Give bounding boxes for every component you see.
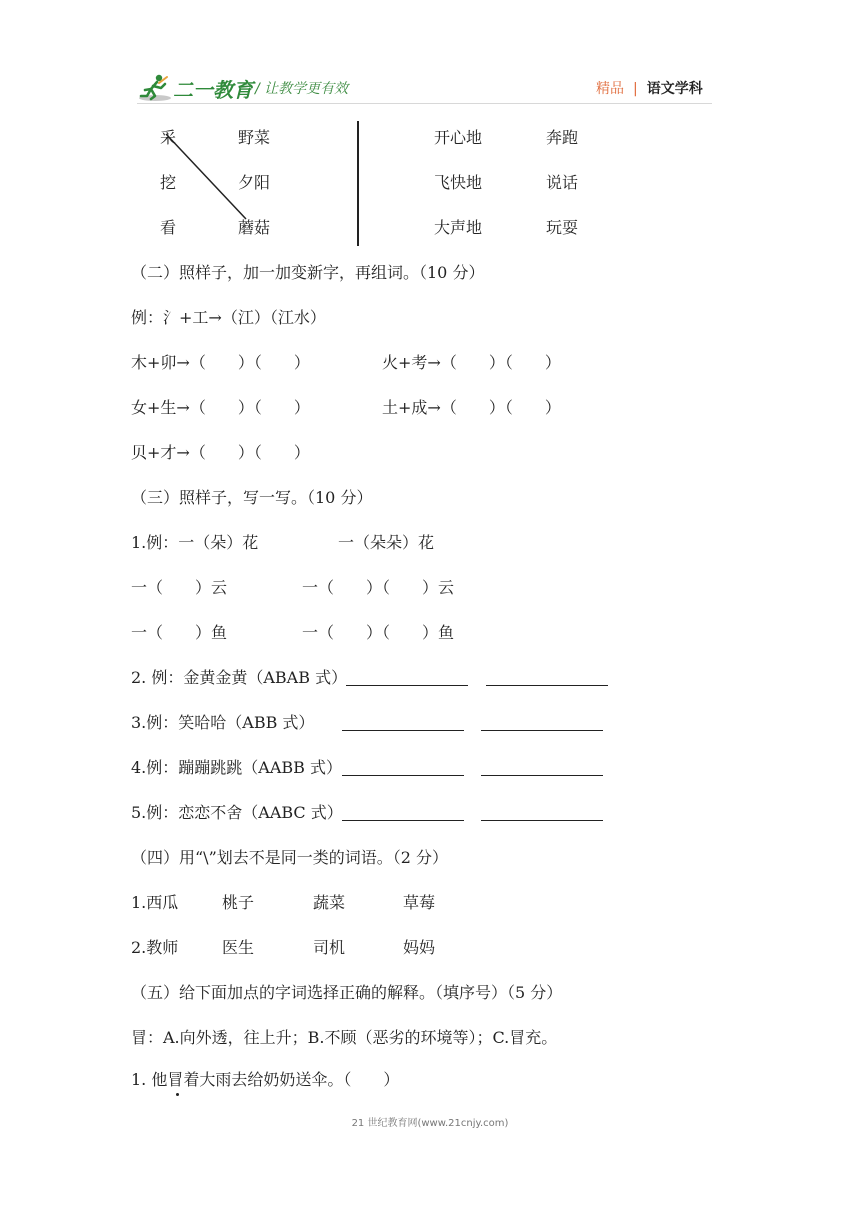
section2-item-1: 木+卯→（ ）（ ）: [131, 353, 310, 372]
section3-q5-blank-1[interactable]: [342, 802, 464, 821]
section3-q1-row1-a: 一（ ）云: [131, 578, 228, 597]
section3-q1-example-a: 1.例：一（朵）花: [131, 533, 259, 552]
section4-title: （四）用“\”划去不是同一类的词语。（2 分）: [131, 848, 449, 867]
section4-row2-word-3: 司机: [313, 938, 346, 957]
header-separator: |: [633, 81, 638, 97]
section3-q1-row2-b: 一（ ）（ ）鱼: [302, 623, 455, 642]
match-left-noun-1: 野菜: [238, 128, 271, 147]
section4-row2-word-2: 医生: [222, 938, 255, 957]
match-right-adverb-1: 开心地: [434, 128, 483, 147]
section3-q1-example-b: 一（朵朵）花: [338, 533, 435, 552]
section2-item-2: 火+考→（ ）（ ）: [382, 353, 561, 372]
section3-q4-blank-2[interactable]: [481, 757, 603, 776]
match-left-verb-3: 看: [160, 218, 177, 237]
section3-q4-label: 4.例：蹦蹦跳跳（AABB 式）: [131, 758, 342, 777]
match-left-verb-2: 挖: [160, 173, 177, 192]
section5-definition: 冒：A.向外透，往上升；B.不顾（恶劣的环境等）；C.冒充。: [131, 1028, 558, 1047]
section2-item-3: 女+生→（ ）（ ）: [131, 398, 310, 417]
matching-lines: [0, 0, 860, 260]
match-left-noun-2: 夕阳: [238, 173, 271, 192]
section3-q2: [131, 668, 347, 688]
section2-item-4: 土+成→（ ）（ ）: [382, 398, 561, 417]
section4-row1-word-1: 1.西瓜: [131, 893, 179, 912]
section3-q2-blank-2[interactable]: [486, 667, 608, 686]
match-right-verb-2: 说话: [546, 173, 579, 192]
section4-row1-word-2: 桃子: [222, 893, 255, 912]
section3-q3-label: 3.例：笑哈哈（ABB 式）: [131, 713, 315, 732]
section3-q5-label: 5.例：恋恋不舍（AABC 式）: [131, 803, 343, 822]
section2-title: （二）照样子，加一加变新字，再组词。（10 分）: [131, 263, 485, 282]
section5-title: （五）给下面加点的字词选择正确的解释。（填序号）（5 分）: [131, 983, 563, 1002]
header-slogan: / 让教学更有效: [255, 81, 349, 97]
section4-row2-word-1: 2.教师: [131, 938, 179, 957]
section3-q2-label: 2. 例：金黄金黄（ABAB 式）: [131, 668, 348, 687]
logo-text: 二一教育: [173, 78, 253, 102]
match-left-noun-3: 蘑菇: [238, 218, 271, 237]
section3-q5-blank-2[interactable]: [481, 802, 603, 821]
section3-q3-blank-2[interactable]: [481, 712, 603, 731]
section4-row2-word-4: 妈妈: [403, 938, 436, 957]
match-left-verb-1: 采: [160, 128, 177, 147]
match-right-adverb-3: 大声地: [434, 218, 483, 237]
section3-q1-row2-a: 一（ ）鱼: [131, 623, 228, 642]
match-connector-line: [166, 134, 246, 219]
section3-q3-blank-1[interactable]: [342, 712, 464, 731]
section3-title: （三）照样子，写一写。（10 分）: [131, 488, 373, 507]
subject-label: 语文学科: [646, 81, 703, 97]
match-right-verb-3: 玩耍: [546, 218, 579, 237]
section2-example: 例：氵+工→（江）（江水）: [131, 308, 326, 327]
section4-row1-word-3: 蔬菜: [313, 893, 346, 912]
emphasis-dot: [176, 1093, 179, 1096]
section2-item-5: 贝+才→（ ）（ ）: [131, 443, 310, 462]
section5-q1: 1. 他冒着大雨去给奶奶送伞。（ ）: [131, 1070, 400, 1089]
section4-row1-word-4: 草莓: [403, 893, 436, 912]
section3-q1-row1-b: 一（ ）（ ）云: [302, 578, 455, 597]
page-footer: 21 世纪教育网(www.21cnjy.com): [351, 1118, 509, 1129]
premium-label: 精品: [596, 81, 624, 97]
section3-q4-blank-1[interactable]: [342, 757, 464, 776]
section3-q2-blank-1[interactable]: [346, 667, 468, 686]
match-right-adverb-2: 飞快地: [434, 173, 483, 192]
match-right-verb-1: 奔跑: [546, 128, 579, 147]
